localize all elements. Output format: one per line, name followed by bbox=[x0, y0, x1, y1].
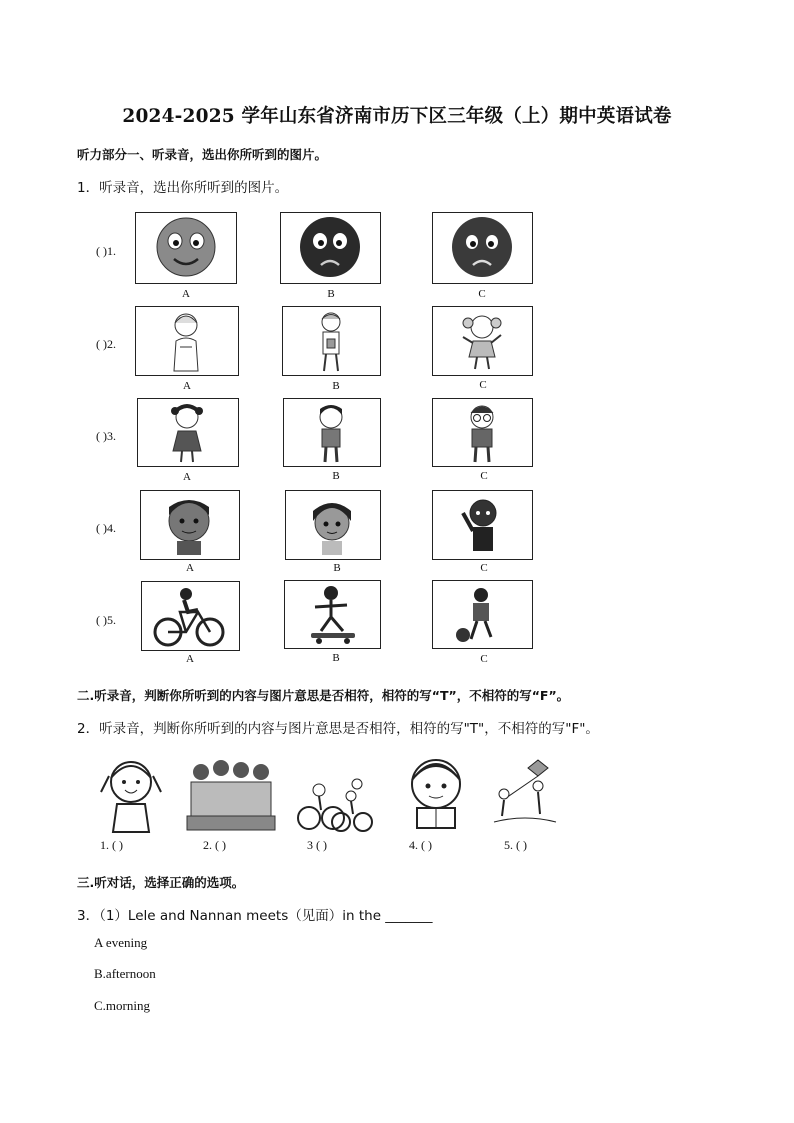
happy-face-icon bbox=[136, 213, 235, 282]
row-3-label: ( )3. bbox=[96, 429, 116, 443]
row-3-letter-a: A bbox=[183, 471, 191, 483]
tf-picture-3 bbox=[295, 776, 373, 832]
row-4-label: ( )4. bbox=[96, 521, 116, 535]
football-player-icon bbox=[433, 581, 531, 647]
row-4-option-b[interactable] bbox=[285, 490, 381, 560]
row-2-label: ( )2. bbox=[96, 337, 116, 351]
girl-icon bbox=[95, 752, 167, 834]
kids-cycling-icon bbox=[295, 776, 373, 832]
girl-pigtails-icon bbox=[433, 307, 531, 374]
row-3-option-b[interactable] bbox=[283, 398, 381, 467]
boy-reading-icon bbox=[403, 752, 469, 830]
row-3-letter-c: C bbox=[480, 470, 488, 482]
cyclist-icon bbox=[142, 582, 238, 649]
skateboarder-icon bbox=[285, 581, 379, 647]
question-3-prompt: 3．（1）Lele and Nannan meets（见面）in the _______ bbox=[77, 908, 433, 924]
tf-caption-2: 2. ( ) bbox=[203, 838, 226, 852]
row-5-label: ( )5. bbox=[96, 613, 116, 627]
girl-icon bbox=[138, 399, 237, 465]
row-2-letter-c: C bbox=[479, 379, 487, 391]
old-woman-icon bbox=[136, 307, 237, 374]
page-title: 2024-2025 学年山东省济南市历下区三年级（上）期中英语试卷 bbox=[122, 106, 672, 127]
row-4-option-a[interactable] bbox=[140, 490, 240, 560]
kids-kite-icon bbox=[492, 758, 558, 828]
row-1-letter-a: A bbox=[182, 288, 190, 300]
row-3-option-c[interactable] bbox=[432, 398, 533, 467]
boy-waving-icon bbox=[433, 491, 531, 558]
section-2-heading: 二.听录音，判断你所听到的内容与图片意思是否相符，相符的写“T”，不相符的写“F”。 bbox=[77, 688, 570, 703]
row-3-letter-b: B bbox=[332, 470, 340, 482]
question-1-prompt: 1．听录音，选出你所听到的图片。 bbox=[77, 180, 289, 196]
row-4-letter-c: C bbox=[480, 562, 488, 574]
section-3-heading: 三.听对话，选择正确的选项。 bbox=[77, 875, 245, 890]
tf-caption-4: 4. ( ) bbox=[409, 838, 432, 852]
family-icon bbox=[183, 756, 279, 834]
sad-face-icon bbox=[281, 213, 379, 282]
boy-holding-book-icon bbox=[283, 307, 379, 374]
tf-picture-2 bbox=[183, 756, 279, 834]
row-1-label: ( )1. bbox=[96, 244, 116, 258]
tf-caption-1: 1. ( ) bbox=[100, 838, 123, 852]
row-5-letter-c: C bbox=[480, 653, 488, 665]
row-1-option-c[interactable] bbox=[432, 212, 533, 284]
row-2-option-a[interactable] bbox=[135, 306, 239, 376]
row-5-letter-b: B bbox=[332, 652, 340, 664]
row-4-option-c[interactable] bbox=[432, 490, 533, 560]
boy-face-icon bbox=[141, 491, 238, 558]
tf-picture-5 bbox=[492, 758, 558, 828]
question-3-option-a[interactable]: A evening bbox=[94, 935, 148, 950]
row-4-letter-b: B bbox=[333, 562, 341, 574]
row-2-option-c[interactable] bbox=[432, 306, 533, 376]
row-5-option-c[interactable] bbox=[432, 580, 533, 649]
tf-caption-3: 3 ( ) bbox=[307, 838, 327, 852]
row-2-option-b[interactable] bbox=[282, 306, 381, 376]
row-4-letter-a: A bbox=[186, 562, 194, 574]
boy-icon bbox=[284, 399, 379, 465]
boy-glasses-icon bbox=[433, 399, 531, 465]
row-2-letter-a: A bbox=[183, 380, 191, 392]
tf-picture-1 bbox=[95, 752, 167, 834]
question-3-option-b[interactable]: B.afternoon bbox=[94, 966, 156, 981]
tf-picture-4 bbox=[403, 752, 469, 830]
row-1-option-a[interactable] bbox=[135, 212, 237, 284]
row-5-option-b[interactable] bbox=[284, 580, 381, 649]
row-2-letter-b: B bbox=[332, 380, 340, 392]
section-1-heading: 听力部分一、听录音，选出你所听到的图片。 bbox=[77, 147, 328, 162]
girl-face-icon bbox=[286, 491, 379, 558]
row-1-option-b[interactable] bbox=[280, 212, 381, 284]
row-1-letter-c: C bbox=[478, 288, 486, 300]
question-3-option-c[interactable]: C.morning bbox=[94, 998, 150, 1013]
row-1-letter-b: B bbox=[327, 288, 335, 300]
row-5-option-a[interactable] bbox=[141, 581, 240, 651]
row-5-letter-a: A bbox=[186, 653, 194, 665]
tf-caption-5: 5. ( ) bbox=[504, 838, 527, 852]
sad-face-icon bbox=[433, 213, 531, 282]
question-2-prompt: 2．听录音，判断你所听到的内容与图片意思是否相符，相符的写"T"，不相符的写"F"。 bbox=[77, 721, 599, 737]
row-3-option-a[interactable] bbox=[137, 398, 239, 467]
